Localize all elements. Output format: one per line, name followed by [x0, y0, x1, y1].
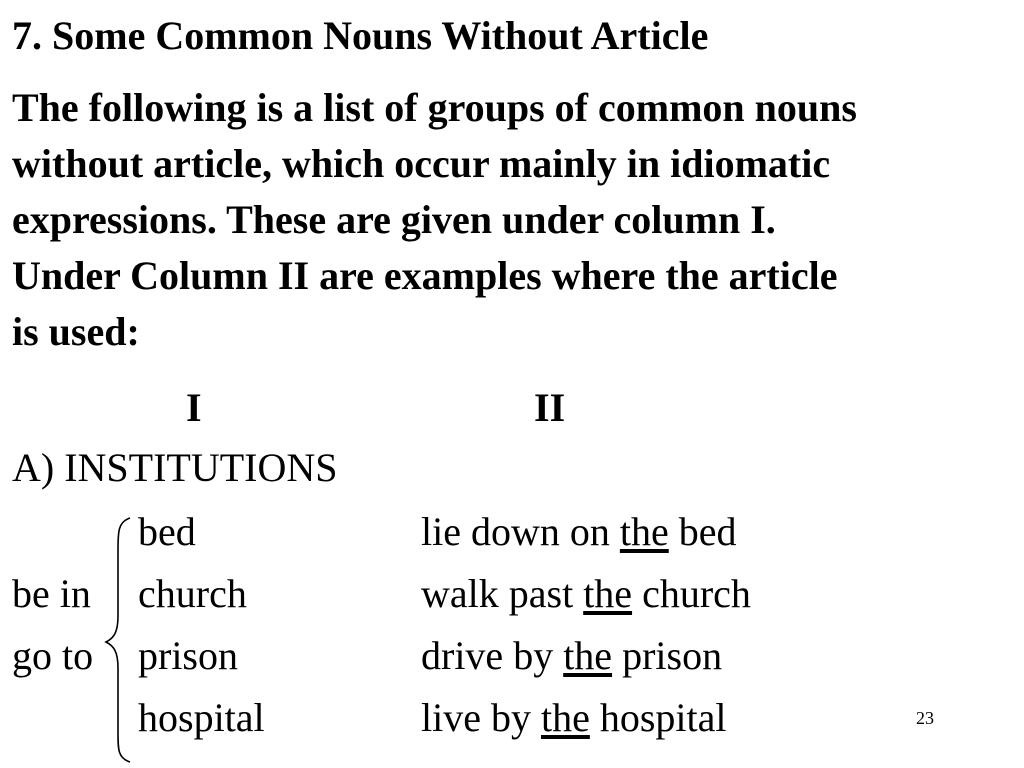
article-word: the	[583, 571, 633, 616]
section-heading: A) INSTITUTIONS	[12, 445, 338, 490]
left-label: go to	[12, 633, 94, 678]
example-text: prison	[612, 633, 723, 678]
example-text: bed	[668, 509, 737, 554]
example-text: live by	[421, 695, 541, 740]
example-sentence	[421, 632, 722, 680]
example-text: drive by	[421, 633, 564, 678]
page-number: 23	[916, 708, 934, 728]
left-label: be in	[12, 571, 91, 616]
example-text: walk past	[421, 571, 584, 616]
brace-icon	[104, 516, 140, 764]
article-word: the	[563, 633, 613, 678]
example-sentence	[421, 694, 727, 742]
example-sentence	[421, 570, 751, 618]
noun-item: hospital	[138, 695, 265, 740]
article-word: the	[619, 509, 669, 554]
noun-item: church	[138, 571, 247, 616]
noun-item: prison	[138, 633, 238, 678]
intro-line: Under Column II are examples where the article	[12, 253, 838, 298]
column-heading-1: I	[186, 385, 202, 430]
intro-line: The following is a list of groups of common nouns	[12, 85, 857, 130]
slide-title: 7. Some Common Nouns Without Article	[12, 13, 709, 58]
intro-line: is used:	[12, 309, 140, 354]
example-text: lie down on	[421, 509, 620, 554]
example-text: church	[632, 571, 751, 616]
example-text: hospital	[589, 695, 727, 740]
article-word: the	[540, 695, 590, 740]
intro-line: without article, which occur mainly in idiomatic	[12, 141, 831, 186]
example-sentence	[421, 508, 737, 556]
noun-item: bed	[138, 509, 196, 554]
intro-line: expressions. These are given under column I.	[12, 197, 776, 242]
column-heading-2: II	[534, 385, 566, 430]
